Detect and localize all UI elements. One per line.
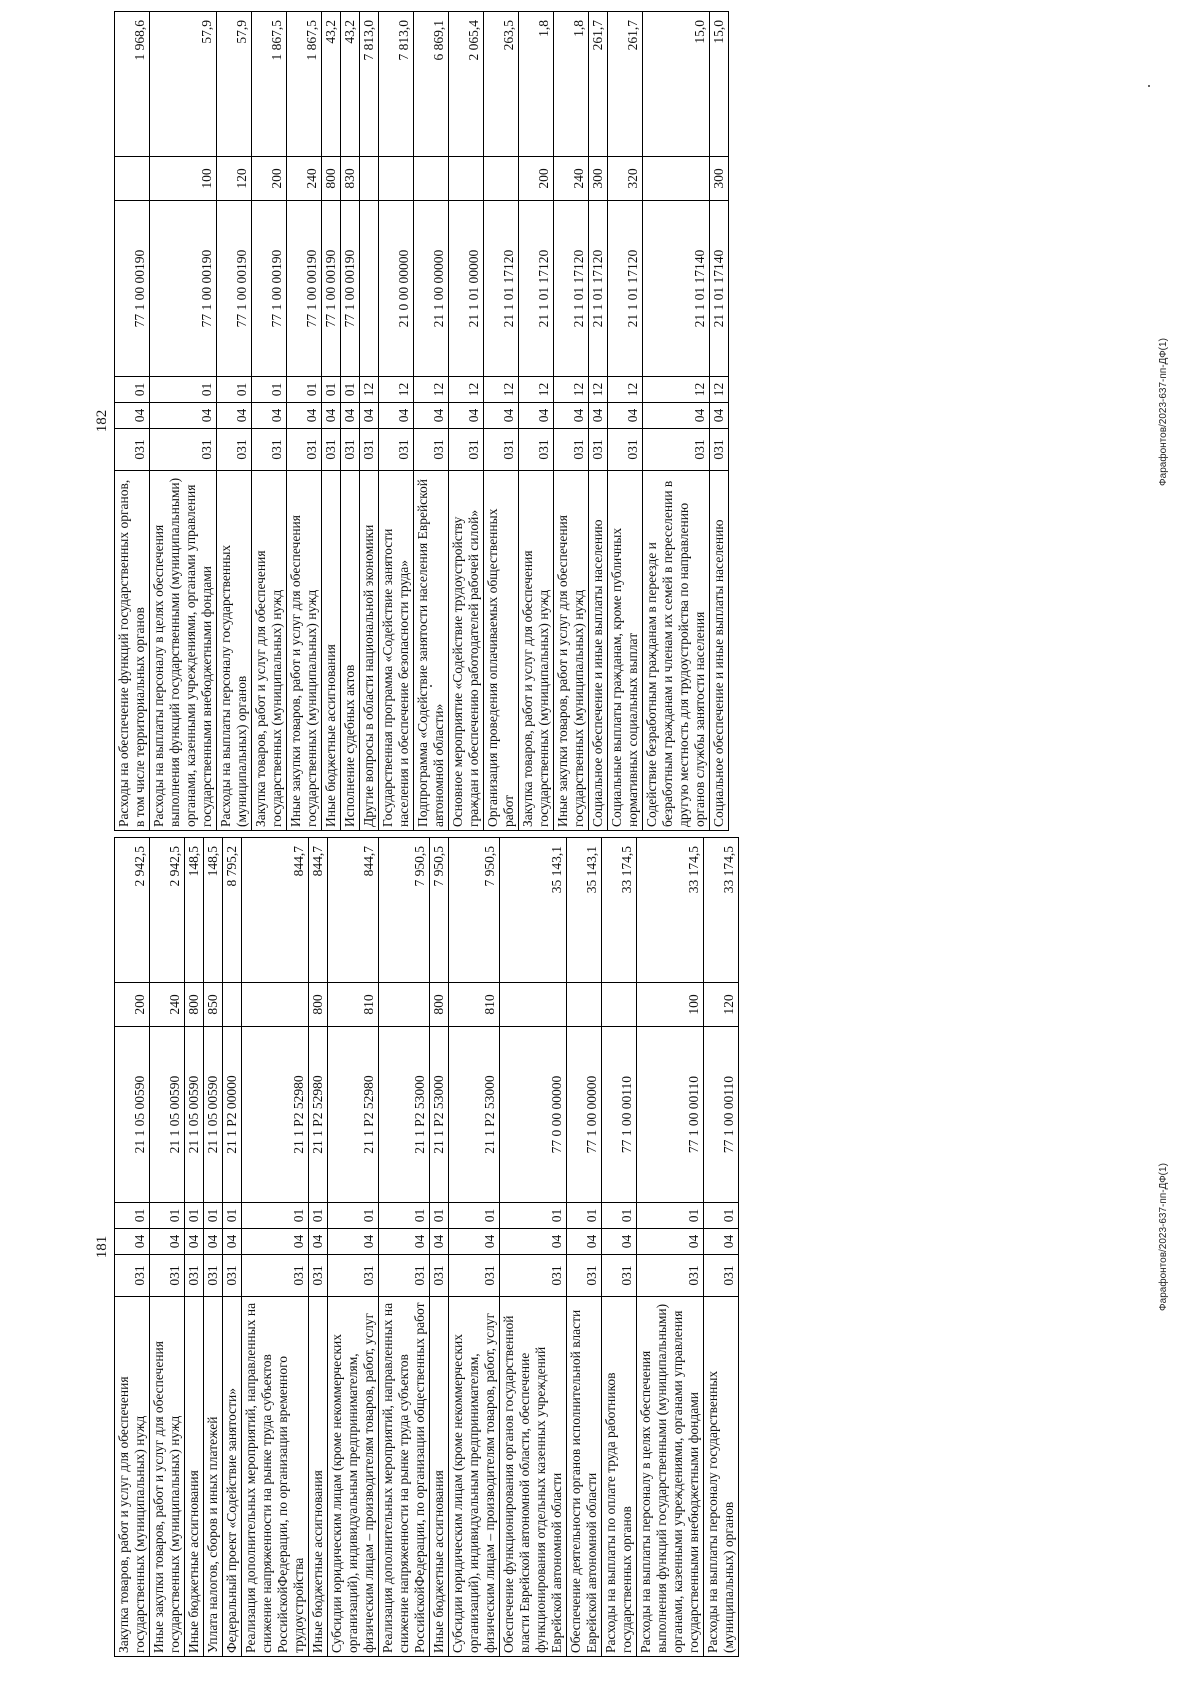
row-name: Другие вопросы в области национальной экономики: [360, 471, 379, 831]
row-name: Реализация дополнительных мероприятий, направленных на снижение напряженности на рынке труда субъектов РоссийскойФедерации, по организации временного трудоустройства: [242, 1297, 309, 1657]
cell-amount: 57,9: [150, 12, 217, 157]
cell-pr-code: 12: [643, 377, 710, 403]
page-number: 182: [94, 409, 110, 433]
row-name: Закупка товаров, работ и услуг для обеспечения государственных (муниципальных) нужд: [519, 471, 554, 831]
cell-pr-code: 01: [379, 1203, 430, 1229]
row-name: Государственная программа «Содействие занятости населения и обеспечение безопасности труда»: [379, 471, 414, 831]
cell-vr-code: [484, 157, 519, 201]
table-row: [322, 12, 341, 831]
cell-gr-code: 031: [242, 1255, 309, 1297]
cell-vr-code: 850: [204, 983, 223, 1027]
row-name: Социальное обеспечение и иные выплаты населению: [710, 471, 729, 831]
cell-gr-code: 031: [484, 429, 519, 471]
cell-pr-code: 01: [341, 377, 360, 403]
cell-pr-code: 12: [379, 377, 414, 403]
cell-vr-code: 800: [185, 983, 204, 1027]
cell-gr-code: 031: [115, 429, 150, 471]
cell-csr-code: 77 1 00 00190: [322, 201, 341, 377]
scan-speck: [430, 685, 432, 687]
cell-vr-code: 120: [704, 983, 739, 1027]
cell-csr-code: 21 1 01 17120: [519, 201, 554, 377]
cell-gr-code: 031: [252, 429, 287, 471]
cell-csr-code: 77 1 00 00000: [567, 1027, 602, 1203]
cell-csr-code: [360, 201, 379, 377]
table-row: [360, 12, 379, 831]
table-row: [449, 12, 484, 831]
row-name: Реализация дополнительных мероприятий, направленных на снижение напряженности на рынке труда субъектов РоссийскойФедерации, по организации общественных работ: [379, 1297, 430, 1657]
cell-csr-code: 21 1 01 17120: [608, 201, 643, 377]
cell-rz-code: 04: [643, 403, 710, 429]
cell-csr-code: 21 1 01 17120: [484, 201, 519, 377]
cell-vr-code: [449, 157, 484, 201]
cell-rz-code: 04: [223, 1229, 242, 1255]
cell-amount: 7 950,5: [449, 838, 500, 983]
cell-rz-code: 04: [287, 403, 322, 429]
cell-rz-code: 04: [242, 1229, 309, 1255]
cell-pr-code: 01: [287, 377, 322, 403]
cell-pr-code: 01: [328, 1203, 379, 1229]
row-name: Расходы на выплаты персоналу государственных (муниципальных) органов: [704, 1297, 739, 1657]
table-row: [589, 12, 608, 831]
cell-vr-code: 320: [608, 157, 643, 201]
cell-vr-code: 240: [150, 983, 185, 1027]
cell-gr-code: 031: [185, 1255, 204, 1297]
row-name: Исполнение судебных актов: [341, 471, 360, 831]
cell-vr-code: 800: [430, 983, 449, 1027]
row-name: Расходы на обеспечение функций государственных органов, в том числе территориальных органов: [115, 471, 150, 831]
cell-csr-code: 77 1 00 00190: [150, 201, 217, 377]
table-row: [185, 838, 204, 1657]
cell-gr-code: 031: [430, 1255, 449, 1297]
cell-pr-code: 01: [637, 1203, 704, 1229]
cell-gr-code: 031: [360, 429, 379, 471]
cell-vr-code: [360, 157, 379, 201]
cell-amount: 8 795,2: [223, 838, 242, 983]
cell-vr-code: 300: [710, 157, 729, 201]
cell-csr-code: 77 1 00 00110: [704, 1027, 739, 1203]
cell-pr-code: 12: [360, 377, 379, 403]
row-name: Иные бюджетные ассигнования: [322, 471, 341, 831]
cell-pr-code: 12: [414, 377, 449, 403]
cell-amount: 1 867,5: [287, 12, 322, 157]
cell-gr-code: 031: [710, 429, 729, 471]
cell-amount: 148,5: [185, 838, 204, 983]
cell-gr-code: 031: [554, 429, 589, 471]
cell-csr-code: 21 1 01 17140: [710, 201, 729, 377]
cell-gr-code: 031: [567, 1255, 602, 1297]
cell-csr-code: 21 1 05 00590: [115, 1027, 150, 1203]
table-row: [223, 838, 242, 1657]
cell-csr-code: 21 1 P2 52980: [242, 1027, 309, 1203]
cell-gr-code: 031: [449, 1255, 500, 1297]
table-row: [150, 12, 217, 831]
cell-amount: 1 867,5: [252, 12, 287, 157]
row-name: Закупка товаров, работ и услуг для обеспечения государственных (муниципальных) нужд: [252, 471, 287, 831]
cell-rz-code: 04: [322, 403, 341, 429]
cell-csr-code: 77 1 00 00190: [341, 201, 360, 377]
cell-amount: 261,7: [608, 12, 643, 157]
cell-gr-code: 031: [608, 429, 643, 471]
cell-pr-code: 01: [449, 1203, 500, 1229]
cell-rz-code: 04: [710, 403, 729, 429]
cell-vr-code: 810: [449, 983, 500, 1027]
cell-rz-code: 04: [309, 1229, 328, 1255]
cell-vr-code: 100: [150, 157, 217, 201]
row-name: Содействие безработным гражданам в переезде и безработным гражданам и членам их семей в переселении в другую местность для трудоустройства по направлению органов службы занятости населения: [643, 471, 710, 831]
budget-table: [114, 837, 739, 1657]
table-row: [519, 12, 554, 831]
cell-amount: 43,2: [341, 12, 360, 157]
cell-rz-code: 04: [704, 1229, 739, 1255]
cell-gr-code: 031: [328, 1255, 379, 1297]
cell-pr-code: 01: [704, 1203, 739, 1229]
cell-rz-code: 04: [414, 403, 449, 429]
cell-amount: 261,7: [589, 12, 608, 157]
cell-rz-code: 04: [328, 1229, 379, 1255]
cell-csr-code: 77 1 00 00110: [637, 1027, 704, 1203]
table-row: [287, 12, 322, 831]
cell-gr-code: 031: [589, 429, 608, 471]
table-row: [309, 838, 328, 1657]
row-name: Основное мероприятие «Содействие трудоустройству граждан и обеспечению работодателей рабочей силой»: [449, 471, 484, 831]
cell-gr-code: 031: [379, 1255, 430, 1297]
table-row: [602, 838, 637, 1657]
cell-csr-code: 77 1 00 00190: [115, 201, 150, 377]
row-name: Федеральный проект «Содействие занятости»: [223, 1297, 242, 1657]
cell-amount: 1,8: [519, 12, 554, 157]
cell-amount: 33 174,5: [704, 838, 739, 983]
table-row: [704, 838, 739, 1657]
table-row: [430, 838, 449, 1657]
cell-gr-code: 031: [223, 1255, 242, 1297]
row-name: Обеспечение функционирования органов государственной власти Еврейской автономной области, обеспечение функционирования отдельных казенных учреждений Еврейской автономной области: [500, 1297, 567, 1657]
cell-gr-code: 031: [341, 429, 360, 471]
cell-rz-code: 04: [519, 403, 554, 429]
cell-amount: 7 950,5: [430, 838, 449, 983]
cell-vr-code: 200: [519, 157, 554, 201]
table-row: [242, 838, 309, 1657]
cell-csr-code: 21 1 05 00590: [185, 1027, 204, 1203]
cell-amount: 1,8: [554, 12, 589, 157]
cell-gr-code: 031: [519, 429, 554, 471]
cell-rz-code: 04: [608, 403, 643, 429]
cell-rz-code: 04: [115, 403, 150, 429]
cell-vr-code: [414, 157, 449, 201]
cell-gr-code: 031: [322, 429, 341, 471]
cell-pr-code: 01: [309, 1203, 328, 1229]
cell-gr-code: 031: [637, 1255, 704, 1297]
cell-rz-code: 04: [379, 1229, 430, 1255]
row-name: Субсидии юридическим лицам (кроме некоммерческих организаций), индивидуальным предпринимателям, физическим лицам – производителям товаров, работ, услуг: [328, 1297, 379, 1657]
table-row: [379, 838, 430, 1657]
cell-vr-code: 300: [589, 157, 608, 201]
cell-vr-code: 830: [341, 157, 360, 201]
cell-pr-code: 01: [602, 1203, 637, 1229]
scan-speck: [1148, 85, 1150, 87]
row-name: Иные бюджетные ассигнования: [309, 1297, 328, 1657]
cell-amount: 263,5: [484, 12, 519, 157]
table-row: [328, 838, 379, 1657]
cell-rz-code: 04: [115, 1229, 150, 1255]
cell-rz-code: 04: [602, 1229, 637, 1255]
cell-rz-code: 04: [589, 403, 608, 429]
row-name: Расходы на выплаты персоналу в целях обеспечения выполнения функций государственными (муниципальными) органами, казенными учреждениями, органами управления государственными внебюджетными фондами: [637, 1297, 704, 1657]
cell-pr-code: 12: [710, 377, 729, 403]
cell-amount: 33 174,5: [637, 838, 704, 983]
row-name: Иные закупки товаров, работ и услуг для обеспечения государственных (муниципальных) нужд: [150, 1297, 185, 1657]
cell-amount: 1 968,6: [115, 12, 150, 157]
cell-gr-code: 031: [115, 1255, 150, 1297]
cell-gr-code: 031: [704, 1255, 739, 1297]
cell-amount: 15,0: [710, 12, 729, 157]
cell-gr-code: 031: [217, 429, 252, 471]
cell-vr-code: 240: [287, 157, 322, 201]
table-row: [150, 838, 185, 1657]
cell-csr-code: 21 1 P2 00000: [223, 1027, 242, 1203]
cell-rz-code: 04: [449, 403, 484, 429]
cell-rz-code: 04: [500, 1229, 567, 1255]
cell-vr-code: [602, 983, 637, 1027]
table-row: [608, 12, 643, 831]
cell-pr-code: 01: [204, 1203, 223, 1229]
cell-gr-code: 031: [643, 429, 710, 471]
cell-pr-code: 12: [608, 377, 643, 403]
cell-gr-code: 031: [287, 429, 322, 471]
cell-amount: 57,9: [217, 12, 252, 157]
cell-csr-code: 21 1 01 17120: [589, 201, 608, 377]
cell-csr-code: 21 1 P2 52980: [309, 1027, 328, 1203]
table-row: [500, 838, 567, 1657]
cell-pr-code: 01: [223, 1203, 242, 1229]
cell-pr-code: 12: [484, 377, 519, 403]
row-name: Иные бюджетные ассигнования: [185, 1297, 204, 1657]
cell-vr-code: [242, 983, 309, 1027]
row-name: Социальное обеспечение и иные выплаты населению: [589, 471, 608, 831]
cell-csr-code: 77 1 00 00190: [252, 201, 287, 377]
cell-vr-code: 200: [252, 157, 287, 201]
cell-rz-code: 04: [341, 403, 360, 429]
cell-amount: 35 143,1: [567, 838, 602, 983]
cell-rz-code: 04: [185, 1229, 204, 1255]
cell-amount: 2 942,5: [115, 838, 150, 983]
cell-pr-code: 12: [554, 377, 589, 403]
cell-amount: 148,5: [204, 838, 223, 983]
row-name: Обеспечение деятельности органов исполнительной власти Еврейской автономной области: [567, 1297, 602, 1657]
cell-vr-code: 800: [322, 157, 341, 201]
cell-pr-code: 01: [567, 1203, 602, 1229]
cell-pr-code: 01: [322, 377, 341, 403]
footer-doc-code: Фарафонтов/2023-637-пп-ДФ(1): [1158, 338, 1169, 486]
cell-pr-code: 12: [589, 377, 608, 403]
budget-table: [114, 11, 729, 831]
row-name: Субсидии юридическим лицам (кроме некоммерческих организаций), индивидуальным предпринимателям, физическим лицам – производителям товаров, работ, услуг: [449, 1297, 500, 1657]
cell-csr-code: 77 1 00 00190: [217, 201, 252, 377]
cell-rz-code: 04: [150, 1229, 185, 1255]
cell-amount: 2 065,4: [449, 12, 484, 157]
cell-gr-code: 031: [309, 1255, 328, 1297]
cell-csr-code: 21 1 00 00000: [414, 201, 449, 377]
cell-amount: 844,7: [242, 838, 309, 983]
cell-pr-code: 01: [115, 1203, 150, 1229]
cell-pr-code: 01: [217, 377, 252, 403]
cell-rz-code: 04: [637, 1229, 704, 1255]
row-name: Организация проведения оплачиваемых общественных работ: [484, 471, 519, 831]
cell-gr-code: 031: [449, 429, 484, 471]
cell-pr-code: 01: [430, 1203, 449, 1229]
cell-gr-code: 031: [150, 1255, 185, 1297]
cell-vr-code: [379, 157, 414, 201]
table-row: [252, 12, 287, 831]
table-row: [217, 12, 252, 831]
cell-rz-code: 04: [554, 403, 589, 429]
cell-pr-code: 01: [185, 1203, 204, 1229]
cell-amount: 43,2: [322, 12, 341, 157]
cell-rz-code: 04: [217, 403, 252, 429]
cell-csr-code: 21 1 P2 52980: [328, 1027, 379, 1203]
cell-vr-code: [567, 983, 602, 1027]
row-name: Подпрограмма «Содействие занятости населения Еврейской автономной области»: [414, 471, 449, 831]
cell-csr-code: 21 0 00 00000: [379, 201, 414, 377]
row-name: Иные бюджетные ассигнования: [430, 1297, 449, 1657]
cell-vr-code: 810: [328, 983, 379, 1027]
cell-amount: 35 143,1: [500, 838, 567, 983]
table-row: [115, 838, 150, 1657]
cell-pr-code: 12: [519, 377, 554, 403]
page-right: [90, 11, 729, 831]
cell-gr-code: 031: [414, 429, 449, 471]
footer-doc-code: Фарафонтов/2023-637-пп-ДФ(1): [1158, 1163, 1169, 1311]
cell-csr-code: 77 1 00 00190: [287, 201, 322, 377]
table-row: [710, 12, 729, 831]
table-row: [484, 12, 519, 831]
row-name: Уплата налогов, сборов и иных платежей: [204, 1297, 223, 1657]
cell-csr-code: 21 1 01 17140: [643, 201, 710, 377]
cell-rz-code: 04: [484, 403, 519, 429]
cell-rz-code: 04: [204, 1229, 223, 1255]
row-name: Иные закупки товаров, работ и услуг для обеспечения государственных (муниципальных) нужд: [554, 471, 589, 831]
row-name: Социальные выплаты гражданам, кроме публичных нормативных социальных выплат: [608, 471, 643, 831]
row-name: Иные закупки товаров, работ и услуг для обеспечения государственных (муниципальных) нужд: [287, 471, 322, 831]
cell-csr-code: 21 1 P2 53000: [430, 1027, 449, 1203]
cell-gr-code: 031: [500, 1255, 567, 1297]
row-name: Расходы на выплаты персоналу в целях обеспечения выполнения функций государственными (муниципальными) органами, казенными учреждениями, органами управления государственными внебюджетными фондами: [150, 471, 217, 831]
cell-pr-code: 01: [500, 1203, 567, 1229]
table-row: [341, 12, 360, 831]
cell-pr-code: 01: [115, 377, 150, 403]
cell-rz-code: 04: [567, 1229, 602, 1255]
cell-pr-code: 01: [242, 1203, 309, 1229]
table-row: [643, 12, 710, 831]
cell-amount: 844,7: [309, 838, 328, 983]
cell-amount: 33 174,5: [602, 838, 637, 983]
cell-amount: 15,0: [643, 12, 710, 157]
table-row: [414, 12, 449, 831]
cell-amount: 6 869,1: [414, 12, 449, 157]
table-row: [554, 12, 589, 831]
cell-vr-code: 240: [554, 157, 589, 201]
cell-amount: 2 942,5: [150, 838, 185, 983]
page-left: [90, 837, 739, 1657]
cell-vr-code: 100: [637, 983, 704, 1027]
cell-pr-code: 01: [150, 377, 217, 403]
cell-csr-code: 21 1 01 17120: [554, 201, 589, 377]
row-name: Расходы на выплаты по оплате труда работников государственных органов: [602, 1297, 637, 1657]
cell-rz-code: 04: [360, 403, 379, 429]
cell-pr-code: 12: [449, 377, 484, 403]
page-number: 181: [94, 1235, 110, 1259]
cell-vr-code: [643, 157, 710, 201]
cell-amount: 7 813,0: [379, 12, 414, 157]
table-row: [204, 838, 223, 1657]
cell-rz-code: 04: [430, 1229, 449, 1255]
cell-vr-code: [223, 983, 242, 1027]
cell-csr-code: 77 1 00 00110: [602, 1027, 637, 1203]
cell-vr-code: [115, 157, 150, 201]
cell-gr-code: 031: [150, 429, 217, 471]
table-row: [449, 838, 500, 1657]
cell-gr-code: 031: [602, 1255, 637, 1297]
cell-vr-code: [500, 983, 567, 1027]
cell-csr-code: 21 1 P2 53000: [449, 1027, 500, 1203]
cell-vr-code: 800: [309, 983, 328, 1027]
cell-amount: 844,7: [328, 838, 379, 983]
cell-vr-code: 120: [217, 157, 252, 201]
table-row: [115, 12, 150, 831]
cell-amount: 7 813,0: [360, 12, 379, 157]
row-name: Закупка товаров, работ и услуг для обеспечения государственных (муниципальных) нужд: [115, 1297, 150, 1657]
cell-csr-code: 21 1 05 00590: [204, 1027, 223, 1203]
cell-rz-code: 04: [150, 403, 217, 429]
cell-gr-code: 031: [204, 1255, 223, 1297]
cell-pr-code: 01: [150, 1203, 185, 1229]
table-row: [567, 838, 602, 1657]
table-row: [637, 838, 704, 1657]
cell-rz-code: 04: [449, 1229, 500, 1255]
table-row: [379, 12, 414, 831]
cell-gr-code: 031: [379, 429, 414, 471]
cell-amount: 7 950,5: [379, 838, 430, 983]
row-name: Расходы на выплаты персоналу государственных (муниципальных) органов: [217, 471, 252, 831]
cell-pr-code: 01: [252, 377, 287, 403]
cell-vr-code: 200: [115, 983, 150, 1027]
cell-csr-code: 21 1 05 00590: [150, 1027, 185, 1203]
cell-csr-code: 77 0 00 00000: [500, 1027, 567, 1203]
cell-csr-code: 21 1 P2 53000: [379, 1027, 430, 1203]
cell-rz-code: 04: [252, 403, 287, 429]
cell-csr-code: 21 1 01 00000: [449, 201, 484, 377]
cell-vr-code: [379, 983, 430, 1027]
cell-rz-code: 04: [379, 403, 414, 429]
